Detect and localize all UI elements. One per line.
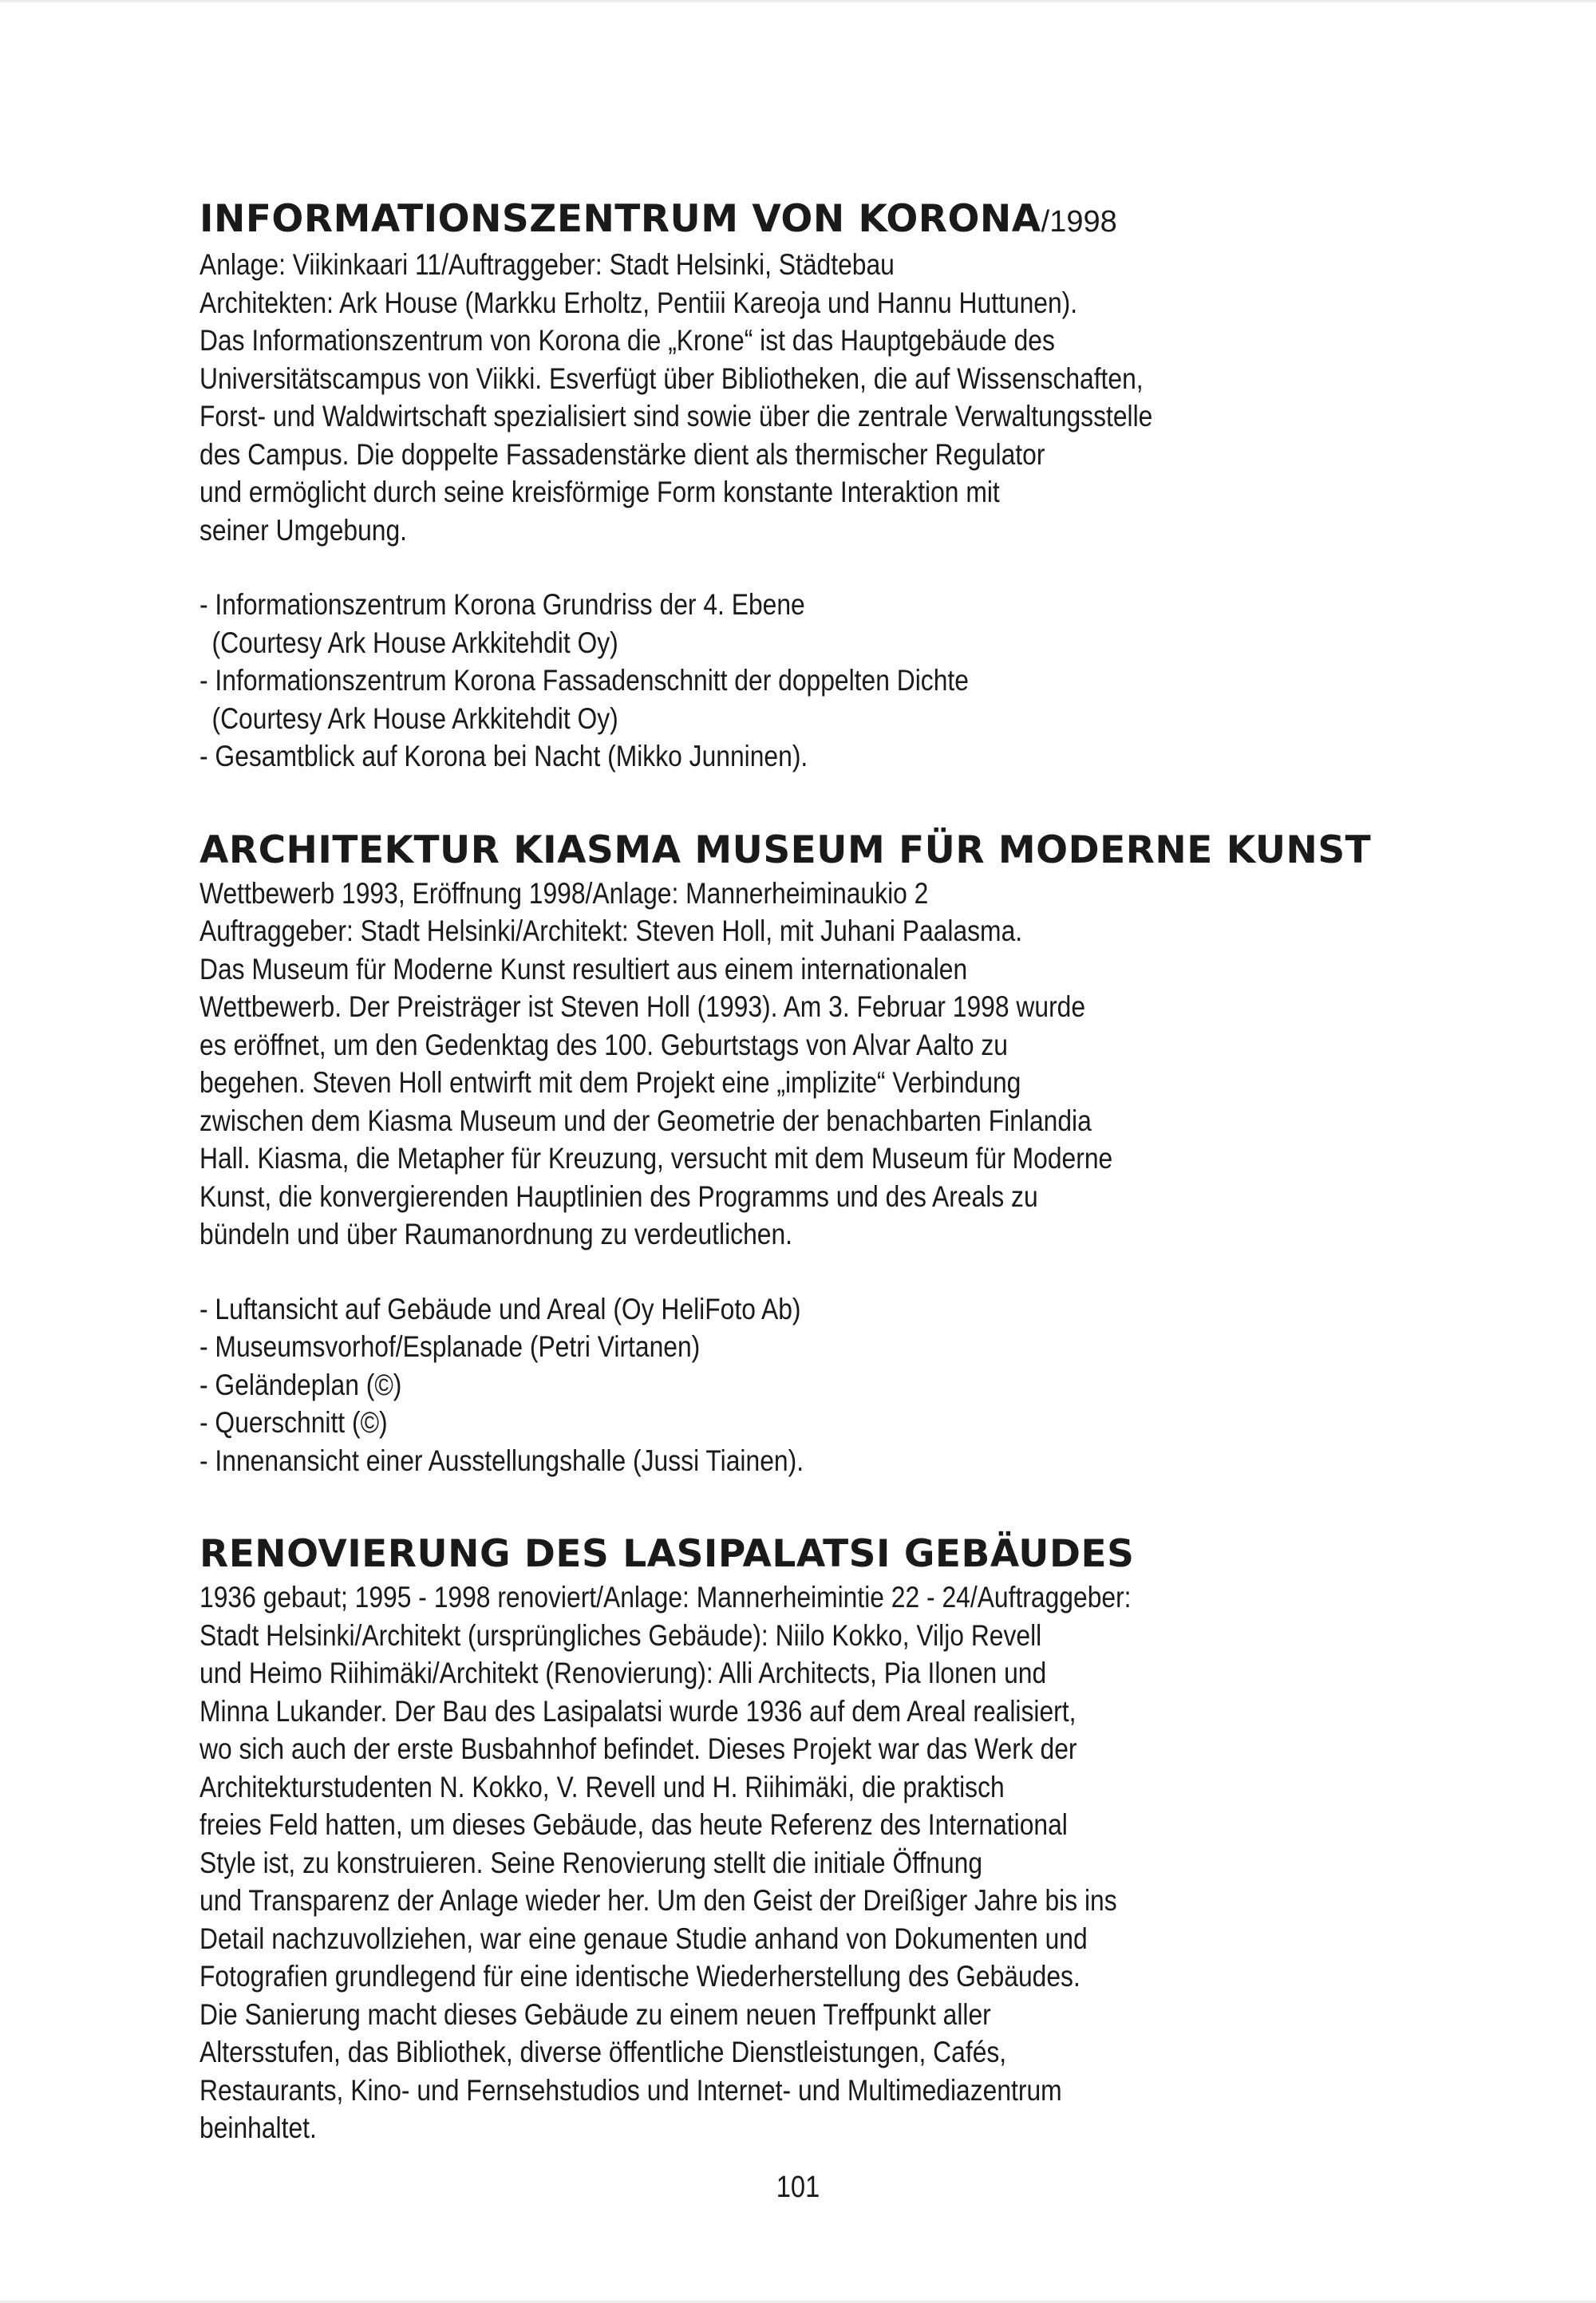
credit-line: - Querschnitt (©) — [200, 1406, 388, 1439]
body-line: freies Feld hatten, um dieses Gebäude, das heute Referenz des International — [200, 1808, 1068, 1841]
section-heading — [200, 1531, 1428, 1578]
body-line: Kunst, die konvergierenden Hauptlinien des Programms und des Areals zu — [200, 1179, 1038, 1213]
body-line: bündeln und über Raumanordnung zu verdeutlichen. — [200, 1218, 793, 1250]
heading-text: RENOVIERUNG DES LASIPALATSI GEBÄUDES — [200, 1532, 1135, 1576]
credit-line: - Luftansicht auf Gebäude und Areal (Oy HeliFoto Ab) — [200, 1292, 801, 1325]
body-line: und ermöglicht durch seine kreisförmige Form konstante Interaktion mit — [200, 476, 1000, 508]
body-line: begehen. Steven Holl entwirft mit dem Projekt eine „implizite“ Verbindung — [200, 1066, 1021, 1099]
credit-line: - Informationszentrum Korona Fassadenschnitt der doppelten Dichte — [200, 664, 969, 697]
section-lasipalatsi — [200, 1531, 1428, 2147]
body-line: Hall. Kiasma, die Metapher für Kreuzung, versucht mit dem Museum für Moderne — [200, 1142, 1113, 1175]
body-line: Restaurants, Kino- und Fernsehstudios und Internet- und Multimediazentrum — [200, 2073, 1062, 2107]
body-line: Minna Lukander. Der Bau des Lasipalatsi wurde 1936 auf dem Areal realisiert, — [200, 1694, 1077, 1728]
body-line: Wettbewerb 1993, Eröffnung 1998/Anlage: Mannerheiminaukio 2 — [200, 876, 929, 910]
spacer — [200, 549, 1428, 586]
body-line: Altersstufen, das Bibliothek, diverse öffentliche Dienstleistungen, Cafés, — [200, 2036, 1007, 2068]
body-line: Das Museum für Moderne Kunst resultiert aus einem internationalen — [200, 952, 968, 986]
credit-line: (Courtesy Ark House Arkkitehdit Oy) — [211, 626, 618, 659]
spacer — [200, 1479, 1428, 1531]
body-line: Stadt Helsinki/Architekt (ursprüngliches Gebäude): Niilo Kokko, Viljo Revell — [200, 1618, 1042, 1652]
heading-year: /1998 — [1041, 205, 1117, 239]
section-heading — [200, 196, 1428, 246]
body-line: Universitätscampus von Viikki. Esverfügt über Bibliotheken, die auf Wissenschaften, — [200, 361, 1144, 395]
credit-line: - Gesamtblick auf Korona bei Nacht (Mikko Junninen). — [200, 740, 808, 772]
body-line: Architekturstudenten N. Kokko, V. Revell und H. Riihimäki, die praktisch — [200, 1770, 1005, 1803]
body-line: Das Informationszentrum von Korona die „Krone“ ist das Hauptgebäude des — [200, 324, 1055, 357]
section-heading — [200, 827, 1428, 875]
credit-line: - Geländeplan (©) — [200, 1368, 402, 1401]
body-line: wo sich auch der erste Busbahnhof befindet. Dieses Projekt war das Werk der — [200, 1732, 1077, 1765]
body-line: Fotografien grundlegend für eine identische Wiederherstellung des Gebäudes. — [200, 1960, 1080, 1993]
body-line: 1936 gebaut; 1995 - 1998 renoviert/Anlage: Mannerheimintie 22 - 24/Auftraggeber: — [200, 1581, 1132, 1614]
credit-line: - Innenansicht einer Ausstellungshalle (Jussi Tiainen). — [200, 1444, 804, 1477]
page-content — [200, 196, 1428, 2147]
body-line: beinhaltet. — [200, 2111, 317, 2144]
heading-text: INFORMATIONSZENTRUM VON KORONA — [200, 197, 1041, 241]
credit-line: - Museumsvorhof/Esplanade (Petri Virtanen) — [200, 1330, 701, 1363]
body-line: Architekten: Ark House (Markku Erholtz, Pentiii Kareoja und Hannu Huttunen). — [200, 286, 1078, 319]
scan-edge-top — [0, 0, 1596, 3]
credit-line: - Informationszentrum Korona Grundriss der 4. Ebene — [200, 588, 805, 621]
body-line: und Heimo Riihimäki/Architekt (Renovierung): Alli Architects, Pia Ilonen und — [200, 1657, 1047, 1689]
spacer — [200, 776, 1428, 827]
body-line: zwischen dem Kiasma Museum und der Geometrie der benachbarten Finlandia — [200, 1104, 1092, 1137]
section-kiasma — [200, 827, 1428, 1480]
page-number: 101 — [776, 2171, 820, 2204]
body-line: Forst- und Waldwirtschaft spezialisiert sind sowie über die zentrale Verwaltungsstelle — [200, 400, 1153, 433]
body-line: Wettbewerb. Der Preisträger ist Steven Holl (1993). Am 3. Februar 1998 wurde — [200, 990, 1086, 1023]
body-line: Detail nachzuvollziehen, war eine genaue Studie anhand von Dokumenten und — [200, 1922, 1088, 1955]
body-line: seiner Umgebung. — [200, 513, 408, 547]
body-line: Auftraggeber: Stadt Helsinki/Architekt: Steven Holl, mit Juhani Paalasma. — [200, 914, 1023, 947]
body-line: Anlage: Viikinkaari 11/Auftraggeber: Stadt Helsinki, Städtebau — [200, 248, 895, 281]
credit-line: (Courtesy Ark House Arkkitehdit Oy) — [211, 701, 618, 735]
spacer — [200, 1254, 1428, 1290]
body-line: es eröffnet, um den Gedenktag des 100. Geburtstags von Alvar Aalto zu — [200, 1028, 1008, 1061]
body-line: Style ist, zu konstruieren. Seine Renovierung stellt die initiale Öffnung — [200, 1846, 983, 1879]
section-korona — [200, 196, 1428, 776]
body-line: des Campus. Die doppelte Fassadenstärke dient als thermischer Regulator — [200, 437, 1045, 471]
body-line: und Transparenz der Anlage wieder her. Um den Geist der Dreißiger Jahre bis ins — [200, 1884, 1117, 1917]
heading-text: ARCHITEKTUR KIASMA MUSEUM FÜR MODERNE KUNST — [200, 828, 1372, 872]
body-line: Die Sanierung macht dieses Gebäude zu einem neuen Treffpunkt aller — [200, 1997, 991, 2031]
